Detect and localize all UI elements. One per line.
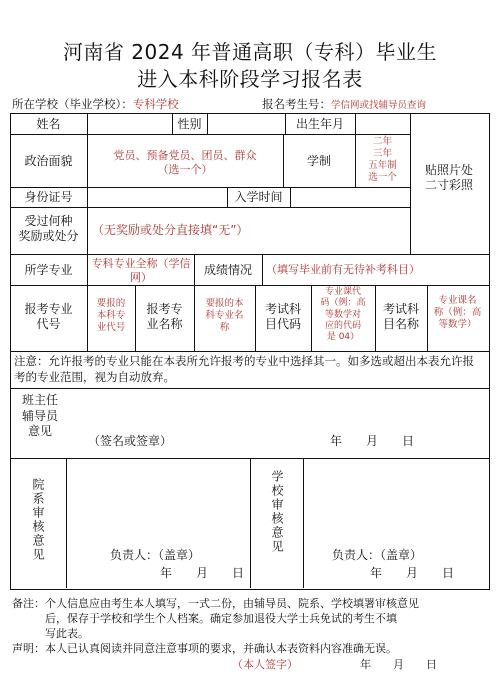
- exam-number-label: 报名考生号：: [262, 97, 331, 111]
- school-field: [12, 96, 179, 112]
- id-card-label: 身份证号: [24, 190, 73, 204]
- teacher-sign-label: （签名或签章）: [88, 434, 173, 448]
- apply-name-hint: 要报的本 科专业名 称: [205, 298, 244, 333]
- school-responsible-label: 负责人：（盖章）: [332, 548, 423, 562]
- system-label: 学制: [306, 154, 331, 168]
- footer-note-line2: 后，保存于学校和学生个人档案。确定参加退役大学士兵免试的考生不填: [45, 612, 397, 625]
- photo-placeholder: 贴照片处 二寸彩照: [424, 163, 473, 192]
- school-review-label: 学校审核意见: [270, 470, 284, 554]
- self-signature-label: （本人签字）: [232, 658, 298, 671]
- apply-notice: 注意：允许报考的专业只能在本表所允许报考的专业中选择其一。如多选或超出本表允许报考的专业范围，视为自动放弃。: [14, 354, 474, 384]
- subject-code-label: 考试科 目代码: [264, 302, 301, 331]
- exam-number-field: [262, 96, 426, 112]
- apply-name-label: 报考专 业名称: [146, 302, 183, 331]
- system-hint: 二年 三年 五年制 选一个: [368, 136, 397, 183]
- subject-name-hint: 专业课名 称（例：高 等数学）: [433, 295, 482, 330]
- name-label: 姓名: [36, 117, 61, 131]
- dept-review-label: 院系审核意见: [31, 478, 45, 562]
- dept-responsible-label: 负责人：（盖章）: [110, 548, 201, 562]
- dept-date: 年 月 日: [160, 566, 245, 580]
- self-sign-date: 年 月 日: [360, 658, 437, 671]
- footer-note-line1: 备注：个人信息应由考生本人填写，一式二份，由辅导员、院系、学校填署审核意见: [12, 597, 419, 610]
- school-label: 所在学校（毕业学校）：: [12, 97, 133, 111]
- teacher-date: 年 月 日: [330, 434, 415, 448]
- major-label: 所学专业: [24, 263, 73, 277]
- teacher-opinion-label: 班主任 辅导员 意见: [21, 393, 58, 439]
- apply-code-hint: 要报的 本科专 业代号: [96, 298, 126, 333]
- form-title-line1: 河南省 2024 年普通高职（专科）毕业生: [62, 40, 438, 64]
- political-hint: 党员、预备党员、团员、群众 （选一个）: [113, 149, 257, 176]
- score-label: 成绩情况: [203, 263, 252, 277]
- award-hint: （无奖励或处分直接填“无”）: [92, 223, 249, 237]
- exam-number-value: 学信网或找辅导员查询: [331, 100, 427, 111]
- gender-label: 性别: [177, 117, 202, 131]
- subject-code-hint: 专业课代 码（例：高 等数学对 应的代码 是 04）: [320, 287, 366, 342]
- footer-note-line3: 写此表。: [45, 627, 89, 640]
- score-hint: （填写毕业前有无待补考科目）: [266, 263, 420, 276]
- major-hint: 专科专业全称（学信网）: [91, 257, 191, 284]
- subject-name-label: 考试科 目名称: [382, 302, 419, 331]
- school-date: 年 月 日: [370, 566, 455, 580]
- award-label: 受过何种 奖励或处分: [18, 214, 79, 243]
- school-value: 专科学校: [132, 97, 179, 111]
- birth-label: 出生年月: [295, 117, 344, 131]
- apply-code-label: 报考专业 代号: [24, 302, 73, 331]
- political-label: 政治面貌: [24, 154, 73, 168]
- footer-statement: 声明：本人已认真阅读并同意注意事项的要求，并确认本表资料内容准确无误。: [12, 642, 397, 655]
- form-title-line2: 进入本科阶段学习报名表: [137, 67, 363, 91]
- enroll-label: 入学时间: [234, 190, 283, 204]
